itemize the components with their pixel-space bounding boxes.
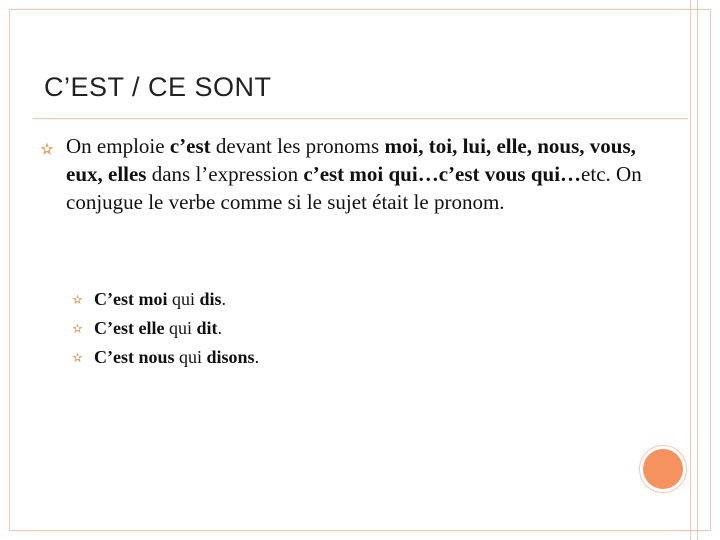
- star-bullet-icon: [72, 352, 83, 363]
- example-bold: C’est moi: [94, 289, 168, 309]
- para-text: dans l’expression: [146, 162, 304, 186]
- list-item: [72, 285, 259, 314]
- title-divider: [33, 118, 688, 119]
- example-bold: dis: [199, 289, 222, 309]
- example-text: .: [217, 318, 222, 338]
- example-list: [72, 285, 259, 372]
- slide-title: C’EST / CE SONT: [44, 72, 272, 102]
- example-text: qui: [174, 347, 207, 367]
- star-bullet-icon: [72, 323, 83, 334]
- list-item: [72, 343, 259, 372]
- example-bold: C’est nous: [94, 347, 175, 367]
- para-bold: c’est: [169, 134, 211, 158]
- star-bullet-icon: [72, 294, 83, 305]
- example-bold: C’est elle: [94, 318, 165, 338]
- para-text: etc. On conjugue le verbe comme si le sujet était le pronom.: [66, 162, 642, 214]
- list-item: [72, 314, 259, 343]
- example-bold: disons: [206, 347, 255, 367]
- para-bold: c’est moi qui…c’est vous qui…: [303, 162, 582, 186]
- side-decor-line: [690, 0, 691, 540]
- example-text: qui: [164, 318, 197, 338]
- main-paragraph: [66, 132, 646, 216]
- para-text: devant les pronoms: [210, 134, 385, 158]
- example-text: qui: [167, 289, 200, 309]
- decor-circle-accent: [643, 449, 683, 489]
- para-text: On emploie: [66, 134, 170, 158]
- example-text: .: [221, 289, 227, 309]
- example-text: .: [254, 347, 260, 367]
- star-bullet-icon: [40, 142, 54, 156]
- para-bold: moi, toi, lui, elle, nous, vous, eux, elles: [66, 134, 636, 186]
- side-decor-line: [697, 0, 698, 540]
- example-bold: dit: [196, 318, 218, 338]
